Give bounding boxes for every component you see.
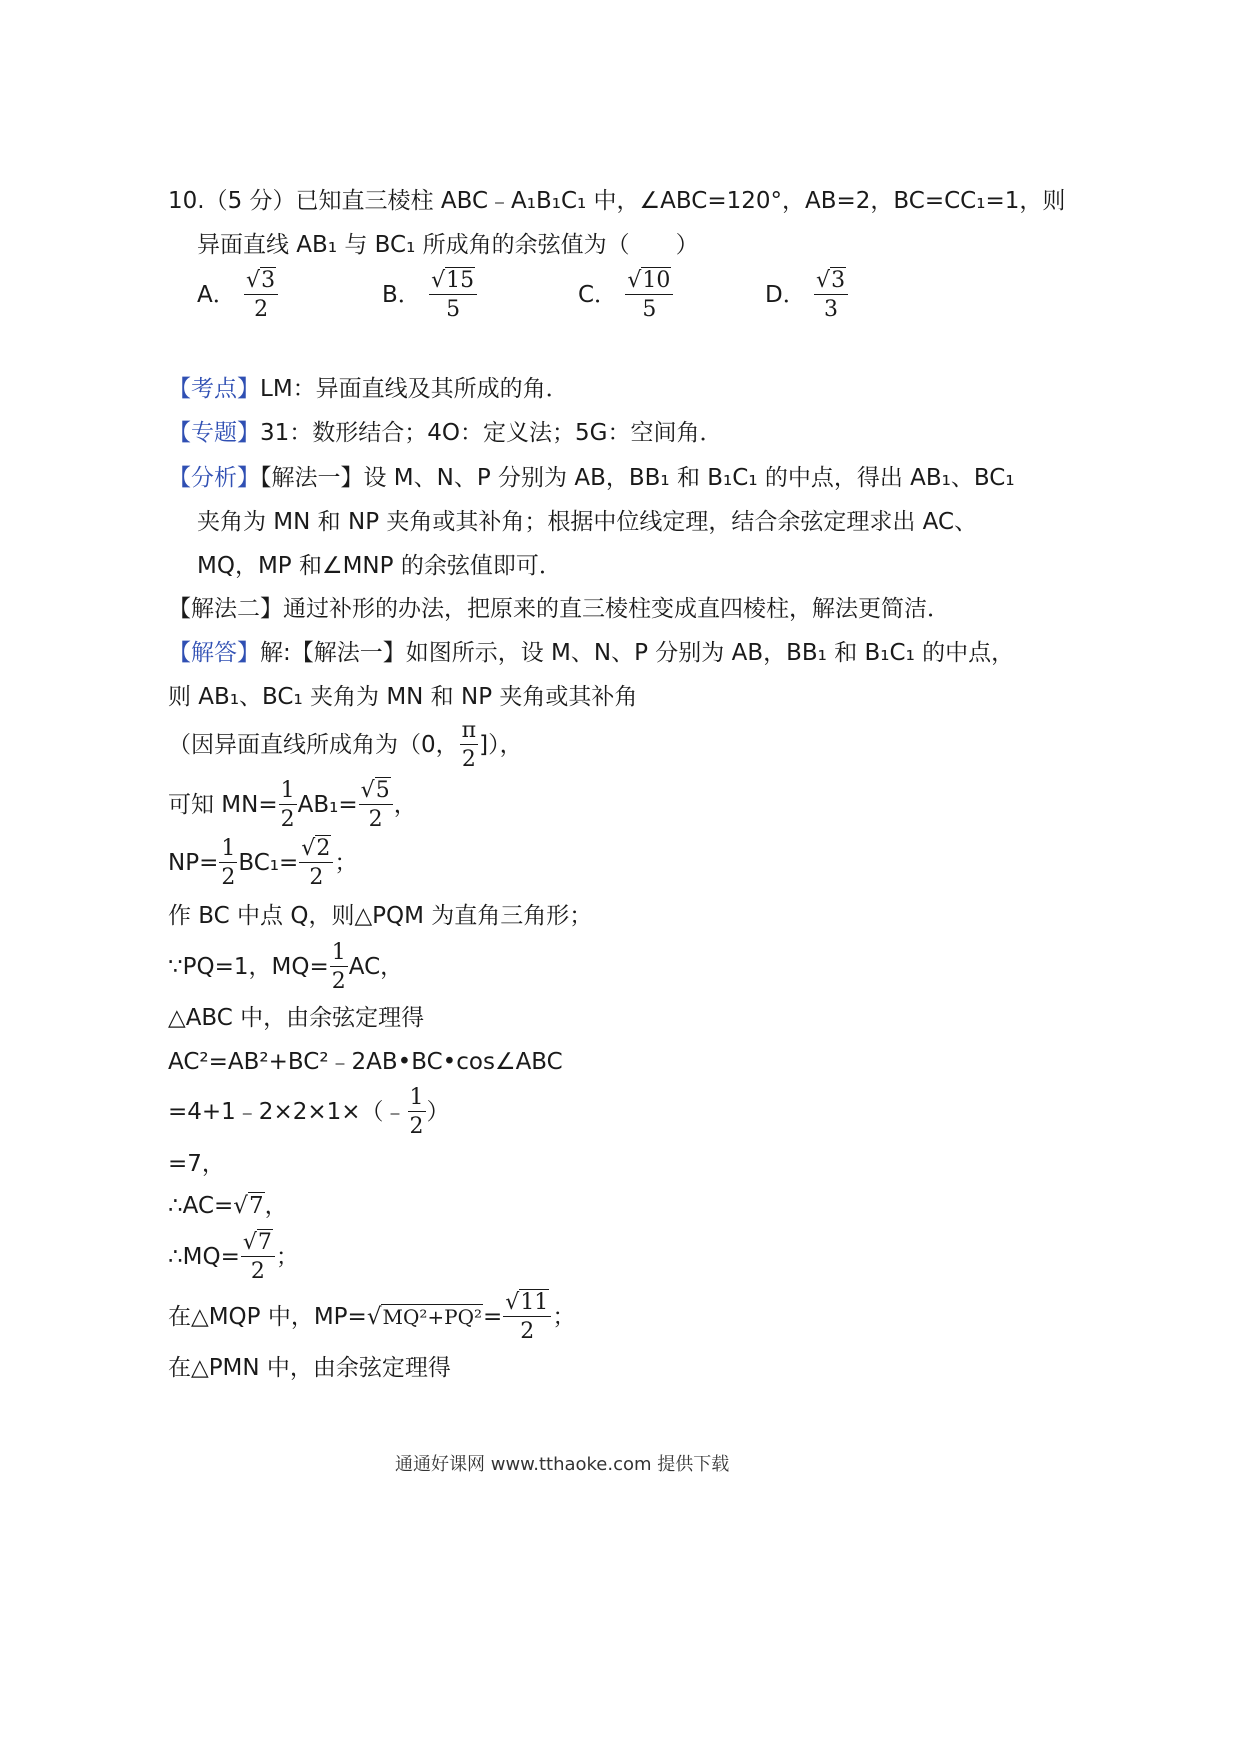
option-b-den: 5 bbox=[446, 297, 461, 323]
frac-den: 2 bbox=[331, 969, 346, 995]
sqrt-icon: √ bbox=[505, 1290, 520, 1315]
pi-num: π bbox=[460, 718, 478, 745]
problem-line-1 bbox=[168, 190, 1065, 213]
option-c-fraction bbox=[625, 268, 673, 323]
option-b-fraction bbox=[429, 268, 477, 323]
radicand: 5 bbox=[375, 778, 390, 803]
fenxi-text-2: 夹角为 MN 和 NP 夹角或其补角；根据中位线定理，结合余弦定理求出 AC、 bbox=[197, 509, 978, 535]
radicand: 7 bbox=[257, 1230, 272, 1255]
sqrt-icon: √ bbox=[301, 836, 316, 861]
frac-den: 2 bbox=[221, 865, 236, 891]
option-a-label: A． bbox=[197, 281, 236, 308]
ac-line bbox=[168, 1195, 288, 1218]
angle-range-suffix: ]）， bbox=[479, 731, 523, 758]
option-d-fraction bbox=[814, 268, 848, 323]
zhuanti-text: 31：数形结合；4O：定义法；5G：空间角． bbox=[260, 420, 723, 446]
frac-den: 2 bbox=[368, 807, 383, 833]
kaodian-tag: 【考点】 bbox=[168, 376, 260, 402]
frac-den: 2 bbox=[309, 865, 324, 891]
option-a-fraction bbox=[244, 268, 278, 323]
problem-text-1: 10.（5 分）已知直三棱柱 ABC﹣A₁B₁C₁ 中，∠ABC=120°，AB=2，BC=CC₁=1，则 bbox=[168, 188, 1066, 214]
half-fraction bbox=[408, 1085, 426, 1140]
jieda-line-1 bbox=[168, 642, 1014, 665]
option-b-label: B． bbox=[382, 281, 421, 308]
np-prefix: NP= bbox=[168, 849, 219, 876]
calc-prefix: =4+1﹣2×2×1×（﹣ bbox=[168, 1098, 407, 1125]
option-c-den: 5 bbox=[642, 297, 657, 323]
ac-suffix: ， bbox=[264, 1193, 288, 1219]
pmn-text: 在△PMN 中，由余弦定理得 bbox=[168, 1355, 451, 1381]
option-b-num: 15 bbox=[446, 268, 475, 293]
sqrt7-over-2 bbox=[241, 1230, 275, 1285]
radicand: 11 bbox=[520, 1290, 549, 1315]
mn-line bbox=[168, 778, 417, 833]
sqrt-icon: √ bbox=[431, 268, 446, 293]
sqrt5-over-2 bbox=[359, 778, 393, 833]
pi-over-2-fraction bbox=[460, 718, 478, 773]
option-c-num: 10 bbox=[642, 268, 671, 293]
mp-radicand: MQ²+PQ² bbox=[382, 1305, 482, 1330]
fenxi-tag: 【分析】 bbox=[168, 465, 260, 491]
sqrt-icon: √ bbox=[360, 778, 375, 803]
ac-prefix: ∴AC= bbox=[168, 1193, 234, 1219]
radicand: 7 bbox=[248, 1193, 264, 1219]
frac-num: 1 bbox=[219, 836, 237, 863]
fenxi-line-2 bbox=[197, 511, 977, 534]
np-suffix: ； bbox=[334, 849, 358, 876]
fenxi-line-1 bbox=[168, 467, 1015, 490]
q-text: 作 BC 中点 Q，则△PQM 为直角三角形； bbox=[168, 903, 593, 929]
np-line bbox=[168, 836, 357, 891]
kaodian-line bbox=[168, 378, 569, 401]
pq-line bbox=[168, 940, 403, 995]
kaodian-text: LM：异面直线及其所成的角． bbox=[260, 376, 569, 402]
mn-mid: AB₁= bbox=[297, 791, 358, 818]
page-footer bbox=[395, 1456, 729, 1474]
problem-line-2 bbox=[197, 234, 699, 257]
calc-suffix: ） bbox=[426, 1098, 450, 1125]
fenxi-line-4 bbox=[168, 598, 950, 621]
radicand: 2 bbox=[316, 836, 331, 861]
option-c bbox=[578, 268, 674, 323]
half-fraction bbox=[279, 778, 297, 833]
jieda-line-3 bbox=[168, 718, 523, 773]
option-a-den: 2 bbox=[254, 297, 269, 323]
jieda-text-1: 解:【解法一】如图所示，设 M、N、P 分别为 AB，BB₁ 和 B₁C₁ 的中点， bbox=[260, 640, 1015, 666]
option-d bbox=[765, 268, 849, 323]
sqrt-icon: √ bbox=[366, 1303, 382, 1330]
eq7-text: =7， bbox=[168, 1151, 225, 1177]
sqrt-icon: √ bbox=[816, 268, 831, 293]
frac-den: 2 bbox=[409, 1114, 424, 1140]
mn-prefix: 可知 MN= bbox=[168, 791, 278, 818]
sqrt11-over-2 bbox=[503, 1290, 551, 1345]
sqrt-icon: √ bbox=[246, 268, 261, 293]
option-a bbox=[197, 268, 279, 323]
mp-prefix: 在△MQP 中，MP= bbox=[168, 1303, 367, 1330]
eq7-line bbox=[168, 1153, 225, 1176]
mp-line bbox=[168, 1290, 575, 1345]
mq-suffix: ； bbox=[275, 1243, 299, 1270]
frac-den: 2 bbox=[520, 1319, 535, 1345]
option-c-label: C． bbox=[578, 281, 618, 308]
jieda-tag: 【解答】 bbox=[168, 640, 260, 666]
fenxi-text-1: 【解法一】设 M、N、P 分别为 AB，BB₁ 和 B₁C₁ 的中点，得出 AB₁、BC₁ bbox=[260, 465, 1015, 491]
mq-prefix: ∴MQ= bbox=[168, 1243, 240, 1270]
frac-den: 2 bbox=[280, 807, 295, 833]
sqrt2-over-2 bbox=[299, 836, 333, 891]
frac-num: 1 bbox=[408, 1085, 426, 1112]
pq-prefix: ∵PQ=1，MQ= bbox=[168, 953, 329, 980]
frac-num: 1 bbox=[279, 778, 297, 805]
sqrt-icon: √ bbox=[233, 1193, 248, 1219]
frac-num: 1 bbox=[330, 940, 348, 967]
jieda-line-2 bbox=[168, 686, 637, 709]
fenxi-line-3 bbox=[197, 555, 562, 578]
mp-suffix: ； bbox=[552, 1303, 576, 1330]
half-fraction bbox=[330, 940, 348, 995]
option-b bbox=[382, 268, 478, 323]
angle-range-prefix: （因异面直线所成角为（0， bbox=[168, 731, 459, 758]
footer-text: 通通好课网 www.tthaoke.com 提供下载 bbox=[395, 1454, 730, 1475]
abc-text: △ABC 中，由余弦定理得 bbox=[168, 1005, 425, 1031]
pi-den: 2 bbox=[461, 747, 476, 773]
fenxi-text-3: MQ，MP 和∠MNP 的余弦值即可． bbox=[197, 553, 562, 579]
pq-suffix: AC， bbox=[348, 953, 404, 980]
option-d-label: D． bbox=[765, 281, 806, 308]
problem-text-2: 异面直线 AB₁ 与 BC₁ 所成角的余弦值为（ ） bbox=[197, 232, 699, 258]
half-fraction bbox=[219, 836, 237, 891]
option-a-num: 3 bbox=[261, 268, 276, 293]
option-d-num: 3 bbox=[831, 268, 846, 293]
ac2-text: AC²=AB²+BC²﹣2AB•BC•cos∠ABC bbox=[168, 1049, 563, 1075]
pmn-line bbox=[168, 1357, 451, 1380]
fenxi-text-4: 【解法二】通过补形的办法，把原来的直三棱柱变成直四棱柱，解法更简洁． bbox=[168, 596, 950, 622]
frac-den: 2 bbox=[250, 1259, 265, 1285]
abc-line bbox=[168, 1007, 424, 1030]
jieda-text-2: 则 AB₁、BC₁ 夹角为 MN 和 NP 夹角或其补角 bbox=[168, 684, 638, 710]
ac2-line bbox=[168, 1051, 563, 1074]
q-line bbox=[168, 905, 592, 928]
mn-suffix: ， bbox=[393, 791, 417, 818]
np-mid: BC₁= bbox=[238, 849, 299, 876]
mp-equals: = bbox=[483, 1303, 503, 1330]
zhuanti-tag: 【专题】 bbox=[168, 420, 260, 446]
option-d-den: 3 bbox=[824, 297, 839, 323]
calc-line bbox=[168, 1085, 450, 1140]
zhuanti-line bbox=[168, 422, 722, 445]
sqrt-icon: √ bbox=[242, 1230, 257, 1255]
mq-line bbox=[168, 1230, 299, 1285]
sqrt-icon: √ bbox=[627, 268, 642, 293]
